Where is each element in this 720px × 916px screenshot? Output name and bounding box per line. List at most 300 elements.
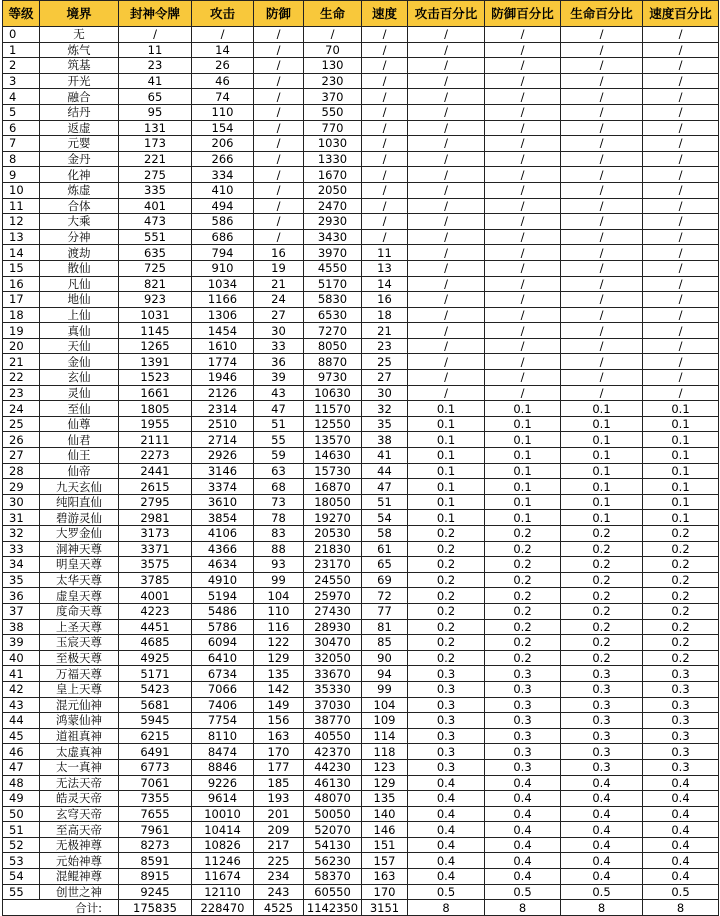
table-cell: / (643, 73, 719, 89)
table-cell: 0.2 (561, 603, 643, 619)
table-cell: 玉宸天尊 (40, 635, 119, 651)
table-cell: 1955 (119, 416, 192, 432)
table-cell: 4106 (192, 526, 254, 542)
table-cell: 28930 (304, 619, 362, 635)
table-cell: 7355 (119, 791, 192, 807)
table-cell: 55 (254, 432, 304, 448)
table-cell: 创世之神 (40, 884, 119, 900)
table-cell: / (485, 245, 561, 261)
table-row (3, 136, 719, 152)
table-cell: 7061 (119, 775, 192, 791)
table-cell: 99 (362, 681, 408, 697)
table-cell: 177 (254, 759, 304, 775)
table-cell: 玄仙 (40, 370, 119, 386)
table-row (3, 728, 719, 744)
table-cell: 0.4 (408, 869, 485, 885)
table-cell: 61 (362, 541, 408, 557)
table-cell: 40 (3, 650, 40, 666)
table-cell: / (408, 151, 485, 167)
table-cell: 至极天尊 (40, 650, 119, 666)
table-cell: / (408, 167, 485, 183)
table-cell: 13 (362, 260, 408, 276)
table-cell: 0.3 (485, 759, 561, 775)
table-cell: 41 (119, 73, 192, 89)
table-cell: 0.1 (561, 401, 643, 417)
table-cell: 大乘 (40, 214, 119, 230)
table-cell: / (408, 136, 485, 152)
table-cell: / (643, 370, 719, 386)
table-cell: 42370 (304, 744, 362, 760)
table-cell: 22 (3, 370, 40, 386)
table-cell: 0.4 (643, 775, 719, 791)
table-cell: 36 (254, 354, 304, 370)
table-cell: 3430 (304, 229, 362, 245)
table-cell: / (561, 182, 643, 198)
table-cell: 仙帝 (40, 463, 119, 479)
table-cell: / (561, 354, 643, 370)
table-cell: / (485, 276, 561, 292)
table-cell: 21830 (304, 541, 362, 557)
table-cell: / (643, 229, 719, 245)
table-cell: 2510 (192, 416, 254, 432)
table-cell: 0.4 (485, 791, 561, 807)
table-cell: 51 (3, 822, 40, 838)
table-cell: 794 (192, 245, 254, 261)
table-cell: 太一真神 (40, 759, 119, 775)
table-cell: 0.3 (408, 728, 485, 744)
table-cell: 14 (3, 245, 40, 261)
table-cell: 结丹 (40, 104, 119, 120)
table-cell: / (485, 338, 561, 354)
table-cell: 60550 (304, 884, 362, 900)
table-cell: 5171 (119, 666, 192, 682)
column-header: 防御百分比 (485, 1, 561, 27)
table-cell: 47 (254, 401, 304, 417)
table-cell: 34 (3, 557, 40, 573)
table-cell: 5486 (192, 603, 254, 619)
table-cell: 8591 (119, 853, 192, 869)
table-cell: 1034 (192, 276, 254, 292)
table-cell: 0.3 (485, 666, 561, 682)
table-cell: / (408, 104, 485, 120)
table-cell: 0.2 (408, 541, 485, 557)
table-cell: 551 (119, 229, 192, 245)
table-cell: 77 (362, 603, 408, 619)
table-cell: / (254, 104, 304, 120)
column-header: 攻击 (192, 1, 254, 27)
table-cell: 5681 (119, 697, 192, 713)
table-cell: 0.4 (485, 853, 561, 869)
table-cell: 9245 (119, 884, 192, 900)
table-cell: 32 (3, 526, 40, 542)
table-cell: 0.4 (408, 837, 485, 853)
table-cell: 140 (362, 806, 408, 822)
table-cell: 48 (3, 775, 40, 791)
header-row (3, 1, 719, 27)
table-cell: 无 (40, 27, 119, 43)
table-cell: / (643, 307, 719, 323)
column-header: 封神令牌 (119, 1, 192, 27)
table-cell: 玄穹天帝 (40, 806, 119, 822)
table-cell: 2981 (119, 510, 192, 526)
table-cell: 24550 (304, 572, 362, 588)
table-cell: / (485, 198, 561, 214)
table-cell: 6734 (192, 666, 254, 682)
table-cell: / (643, 136, 719, 152)
table-cell: 12550 (304, 416, 362, 432)
table-cell: / (485, 260, 561, 276)
table-cell: 6773 (119, 759, 192, 775)
table-row (3, 151, 719, 167)
table-cell: 3575 (119, 557, 192, 573)
table-cell: 0.3 (561, 697, 643, 713)
table-cell: 130 (304, 58, 362, 74)
table-cell: 0.2 (643, 572, 719, 588)
table-cell: / (485, 120, 561, 136)
table-cell: 0.3 (561, 666, 643, 682)
table-cell: 217 (254, 837, 304, 853)
table-cell: 0.3 (408, 744, 485, 760)
table-cell: 25 (3, 416, 40, 432)
table-cell: / (408, 42, 485, 58)
table-cell: 275 (119, 167, 192, 183)
table-cell: / (408, 323, 485, 339)
table-cell: 25 (362, 354, 408, 370)
table-cell: 合体 (40, 198, 119, 214)
table-cell: 206 (192, 136, 254, 152)
table-cell: 193 (254, 791, 304, 807)
table-cell: 0.1 (485, 448, 561, 464)
table-cell: 23 (362, 338, 408, 354)
table-cell: 6491 (119, 744, 192, 760)
total-cell: 228470 (192, 900, 254, 916)
table-cell: 3785 (119, 572, 192, 588)
table-cell: 11246 (192, 853, 254, 869)
table-cell: 225 (254, 853, 304, 869)
table-cell: 0.3 (408, 759, 485, 775)
table-cell: 24 (3, 401, 40, 417)
table-cell: 1454 (192, 323, 254, 339)
table-row (3, 775, 719, 791)
table-cell: 元始神尊 (40, 853, 119, 869)
table-row (3, 73, 719, 89)
table-cell: 36 (3, 588, 40, 604)
table-cell: 586 (192, 214, 254, 230)
table-cell: 0.2 (408, 526, 485, 542)
table-cell: / (561, 370, 643, 386)
table-cell: / (485, 151, 561, 167)
table-row (3, 603, 719, 619)
table-row (3, 323, 719, 339)
table-cell: 123 (362, 759, 408, 775)
table-cell: / (254, 120, 304, 136)
table-row (3, 572, 719, 588)
table-cell: 真仙 (40, 323, 119, 339)
table-cell: 63 (254, 463, 304, 479)
table-cell: / (362, 42, 408, 58)
table-cell: 16 (254, 245, 304, 261)
table-cell: 皓灵天帝 (40, 791, 119, 807)
table-cell: 18 (3, 307, 40, 323)
table-cell: / (408, 292, 485, 308)
table-cell: 3970 (304, 245, 362, 261)
table-cell: 0.4 (643, 822, 719, 838)
table-cell: 88 (254, 541, 304, 557)
table-cell: 0.4 (561, 869, 643, 885)
table-cell: / (561, 260, 643, 276)
table-cell: / (485, 370, 561, 386)
table-cell: 1805 (119, 401, 192, 417)
table-row (3, 214, 719, 230)
table-cell: 1306 (192, 307, 254, 323)
table-cell: 0.4 (485, 806, 561, 822)
table-cell: / (561, 276, 643, 292)
table-cell: 39 (3, 635, 40, 651)
table-cell: / (643, 354, 719, 370)
table-cell: 0.1 (643, 401, 719, 417)
table-cell: 0.1 (408, 448, 485, 464)
table-cell: 33670 (304, 666, 362, 682)
table-cell: 炼虚 (40, 182, 119, 198)
table-row (3, 791, 719, 807)
table-cell: 0.4 (561, 791, 643, 807)
table-cell: 0.1 (643, 494, 719, 510)
table-row (3, 744, 719, 760)
table-cell: 8915 (119, 869, 192, 885)
table-cell: 230 (304, 73, 362, 89)
table-cell: 2470 (304, 198, 362, 214)
table-cell: 65 (119, 89, 192, 105)
table-cell: 154 (192, 120, 254, 136)
table-cell: 33 (3, 541, 40, 557)
table-cell: 鸿蒙仙神 (40, 713, 119, 729)
table-cell: 85 (362, 635, 408, 651)
table-cell: 0.2 (643, 526, 719, 542)
table-cell: 69 (362, 572, 408, 588)
table-cell: 7406 (192, 697, 254, 713)
table-cell: / (485, 104, 561, 120)
table-cell: 53 (3, 853, 40, 869)
table-cell: 16 (362, 292, 408, 308)
table-row (3, 448, 719, 464)
table-cell: 0.4 (643, 869, 719, 885)
table-row (3, 588, 719, 604)
table-cell: 173 (119, 136, 192, 152)
table-cell: / (485, 42, 561, 58)
table-cell: 51 (254, 416, 304, 432)
table-cell: / (561, 214, 643, 230)
table-cell: 4925 (119, 650, 192, 666)
table-cell: / (254, 182, 304, 198)
table-cell: / (643, 120, 719, 136)
table-cell: / (408, 338, 485, 354)
table-cell: 0.1 (408, 432, 485, 448)
table-cell: 0.3 (561, 681, 643, 697)
table-cell: 686 (192, 229, 254, 245)
table-cell: 道祖真神 (40, 728, 119, 744)
table-cell: 0.3 (408, 713, 485, 729)
table-cell: / (362, 151, 408, 167)
table-cell: 14 (362, 276, 408, 292)
table-cell: 至高天帝 (40, 822, 119, 838)
table-cell: 0.2 (643, 635, 719, 651)
table-cell: / (643, 58, 719, 74)
table-cell: 1145 (119, 323, 192, 339)
table-cell: / (643, 198, 719, 214)
table-cell: 无极神尊 (40, 837, 119, 853)
table-cell: 0.4 (485, 775, 561, 791)
table-cell: 29 (3, 479, 40, 495)
table-cell: 70 (304, 42, 362, 58)
table-cell: 仙君 (40, 432, 119, 448)
table-cell: / (362, 58, 408, 74)
table-cell: 7066 (192, 681, 254, 697)
table-cell: 12110 (192, 884, 254, 900)
table-cell: / (561, 307, 643, 323)
table-cell: 0.2 (643, 619, 719, 635)
table-cell: 33 (254, 338, 304, 354)
table-row (3, 198, 719, 214)
table-cell: 4550 (304, 260, 362, 276)
table-cell: / (561, 58, 643, 74)
table-cell: 11 (362, 245, 408, 261)
table-cell: 0.2 (485, 619, 561, 635)
table-cell: 0.4 (408, 775, 485, 791)
table-cell: / (362, 214, 408, 230)
column-header: 境界 (40, 1, 119, 27)
table-cell: / (408, 73, 485, 89)
table-cell: 5786 (192, 619, 254, 635)
table-cell: 5194 (192, 588, 254, 604)
table-cell: 洞神天尊 (40, 541, 119, 557)
table-cell: / (254, 58, 304, 74)
table-cell: 0.1 (408, 416, 485, 432)
table-cell: 104 (362, 697, 408, 713)
table-cell: 410 (192, 182, 254, 198)
table-row (3, 557, 719, 573)
table-cell: / (408, 276, 485, 292)
table-cell: 1166 (192, 292, 254, 308)
table-cell: 2714 (192, 432, 254, 448)
table-cell: 0.4 (408, 791, 485, 807)
table-cell: 3610 (192, 494, 254, 510)
table-cell: 52 (3, 837, 40, 853)
table-cell: 0.3 (485, 713, 561, 729)
table-cell: / (362, 89, 408, 105)
table-cell: 0.1 (485, 401, 561, 417)
table-cell: 4685 (119, 635, 192, 651)
table-cell: 3374 (192, 479, 254, 495)
table-cell: / (408, 307, 485, 323)
table-cell: 35 (3, 572, 40, 588)
table-cell: 99 (254, 572, 304, 588)
table-cell: 0.1 (643, 479, 719, 495)
table-cell: 8273 (119, 837, 192, 853)
table-cell: / (362, 167, 408, 183)
table-cell: / (561, 323, 643, 339)
table-cell: / (408, 245, 485, 261)
table-cell: 0.2 (408, 650, 485, 666)
table-cell: 0.2 (408, 603, 485, 619)
total-cell: 8 (485, 900, 561, 916)
table-cell: 2126 (192, 385, 254, 401)
table-cell: 0.2 (643, 541, 719, 557)
table-cell: 47 (3, 759, 40, 775)
table-cell: 0.1 (561, 463, 643, 479)
table-cell: / (362, 120, 408, 136)
table-cell: 170 (254, 744, 304, 760)
table-cell: 146 (362, 822, 408, 838)
column-header: 等级 (3, 1, 40, 27)
table-cell: 73 (254, 494, 304, 510)
table-cell: / (643, 214, 719, 230)
table-cell: 0.3 (643, 713, 719, 729)
table-cell: / (254, 42, 304, 58)
table-cell: 72 (362, 588, 408, 604)
table-cell: / (362, 27, 408, 43)
table-row (3, 759, 719, 775)
table-cell: 923 (119, 292, 192, 308)
table-cell: 0.1 (485, 494, 561, 510)
table-cell: 9 (3, 167, 40, 183)
table-cell: 6215 (119, 728, 192, 744)
table-cell: 59 (254, 448, 304, 464)
table-cell: 56230 (304, 853, 362, 869)
table-cell: 163 (254, 728, 304, 744)
table-cell: 4 (3, 89, 40, 105)
table-row (3, 853, 719, 869)
table-cell: 11 (3, 198, 40, 214)
table-cell: / (561, 27, 643, 43)
table-cell: 0.2 (643, 588, 719, 604)
table-row (3, 42, 719, 58)
table-cell: 45 (3, 728, 40, 744)
table-cell: 14630 (304, 448, 362, 464)
table-row (3, 58, 719, 74)
table-cell: 1 (3, 42, 40, 58)
table-cell: 110 (254, 603, 304, 619)
table-cell: 725 (119, 260, 192, 276)
table-cell: 151 (362, 837, 408, 853)
table-row (3, 229, 719, 245)
total-cell: 175835 (119, 900, 192, 916)
table-cell: 2930 (304, 214, 362, 230)
table-cell: 28 (3, 463, 40, 479)
table-cell: 0.2 (643, 603, 719, 619)
table-cell: 5 (3, 104, 40, 120)
table-cell: 9730 (304, 370, 362, 386)
table-cell: 灵仙 (40, 385, 119, 401)
table-cell: 135 (362, 791, 408, 807)
table-cell: 13570 (304, 432, 362, 448)
table-cell: 0.1 (408, 510, 485, 526)
table-cell: 筑基 (40, 58, 119, 74)
table-cell: / (643, 42, 719, 58)
table-row (3, 526, 719, 542)
table-cell: / (485, 354, 561, 370)
table-cell: / (362, 136, 408, 152)
table-cell: / (485, 58, 561, 74)
table-cell: 5945 (119, 713, 192, 729)
table-cell: 266 (192, 151, 254, 167)
table-cell: 43 (3, 697, 40, 713)
table-cell: 0.2 (561, 526, 643, 542)
table-cell: / (643, 292, 719, 308)
table-row (3, 245, 719, 261)
total-cell: 8 (643, 900, 719, 916)
table-cell: / (408, 354, 485, 370)
table-cell: 37 (3, 603, 40, 619)
